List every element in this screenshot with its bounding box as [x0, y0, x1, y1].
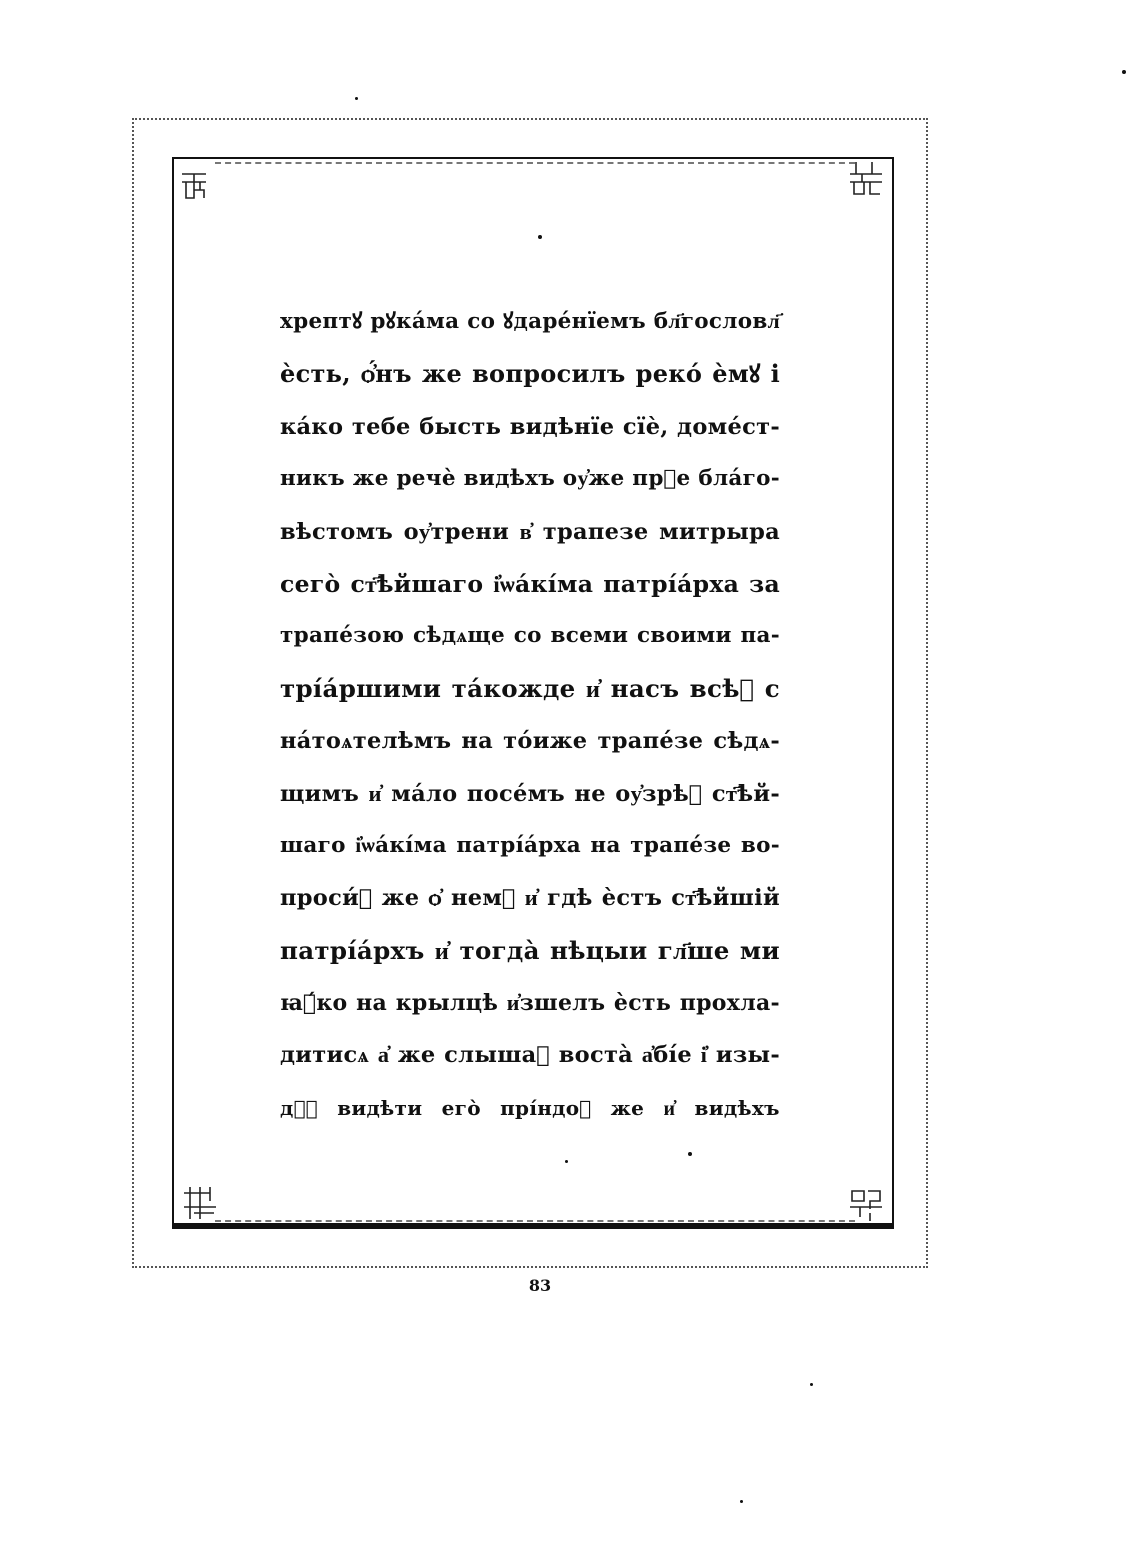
ink-speck	[688, 1152, 692, 1156]
text-line: шаго і҆ѡа́кі́ма патрі́а́рха на трапе́зе во-	[280, 832, 780, 858]
ink-speck	[810, 1383, 813, 1386]
text-line: хрептꙋ рꙋка́ма со ꙋдаре́нїемъ бл҃гословл҃	[280, 309, 780, 334]
text-line: патрі́а́рхъ и҆ тогда̀ нѣцыи гл҃ше ми	[280, 935, 780, 965]
ink-speck	[538, 235, 542, 239]
text-line: дитисѧ а҆ же слышаⷯ воста̀ а҆бі́е і҆ изы-	[280, 1042, 780, 1069]
ink-speck	[1122, 70, 1126, 74]
corner-ornament-top-left	[180, 166, 220, 206]
frame-bottom-rule	[172, 1223, 894, 1227]
text-line: никъ же речѐ видѣхъ оу҆же прⷣе бла́го-	[280, 466, 780, 492]
corner-ornament-bottom-right	[846, 1183, 886, 1223]
text-line: сего̀ ст҃ѣйшаго і҆ѡа́кі́ма патрі́а́рха за	[280, 569, 780, 598]
text-line: щимъ и҆ ма́ло посе́мъ не оу҆зрѣⷯ ст҃ѣй-	[280, 780, 780, 807]
ink-speck	[740, 1500, 743, 1503]
corner-ornament-bottom-left	[180, 1183, 220, 1223]
ink-speck	[565, 1160, 568, 1163]
frame-bottom-dashed-rule	[215, 1220, 855, 1222]
text-line: проси́ⷯ же ѻ҆ немⷨ и҆ гдѣ ѐстъ ст҃ѣйшій	[280, 885, 780, 912]
page-number: 83	[528, 1276, 552, 1295]
manuscript-text-block	[280, 296, 780, 1134]
corner-ornament-top-right	[846, 160, 886, 200]
text-line: трі́а́ршими та́кожде и҆ насъ всѣⷯ с	[280, 673, 780, 703]
text-line: ѐсть, ѻ҆́нъ же вопросилъ реко́ ѐмꙋ і	[280, 359, 780, 389]
text-line: дѡⷯ видѣти его̀ прі́ндоⷯ же и҆ видѣхъ	[280, 1095, 780, 1120]
frame-top-dashed-rule	[215, 162, 855, 164]
text-line: вѣстомъ оу҆трени в҆ трапезе митрыра	[280, 518, 780, 545]
text-line: ка́ко тебе бысть видѣнїе сїѐ, доме́ст-	[280, 413, 780, 440]
ink-speck	[355, 97, 358, 100]
text-line: на́тоѧтелѣмъ на то́иже трапе́зе сѣдѧ-	[280, 728, 780, 755]
text-line: ꙗ҆́ко на крылцѣ и҆зшелъ ѐсть прохла-	[280, 990, 780, 1017]
text-line: трапе́зою сѣдѧще со всеми своими па-	[280, 623, 780, 649]
